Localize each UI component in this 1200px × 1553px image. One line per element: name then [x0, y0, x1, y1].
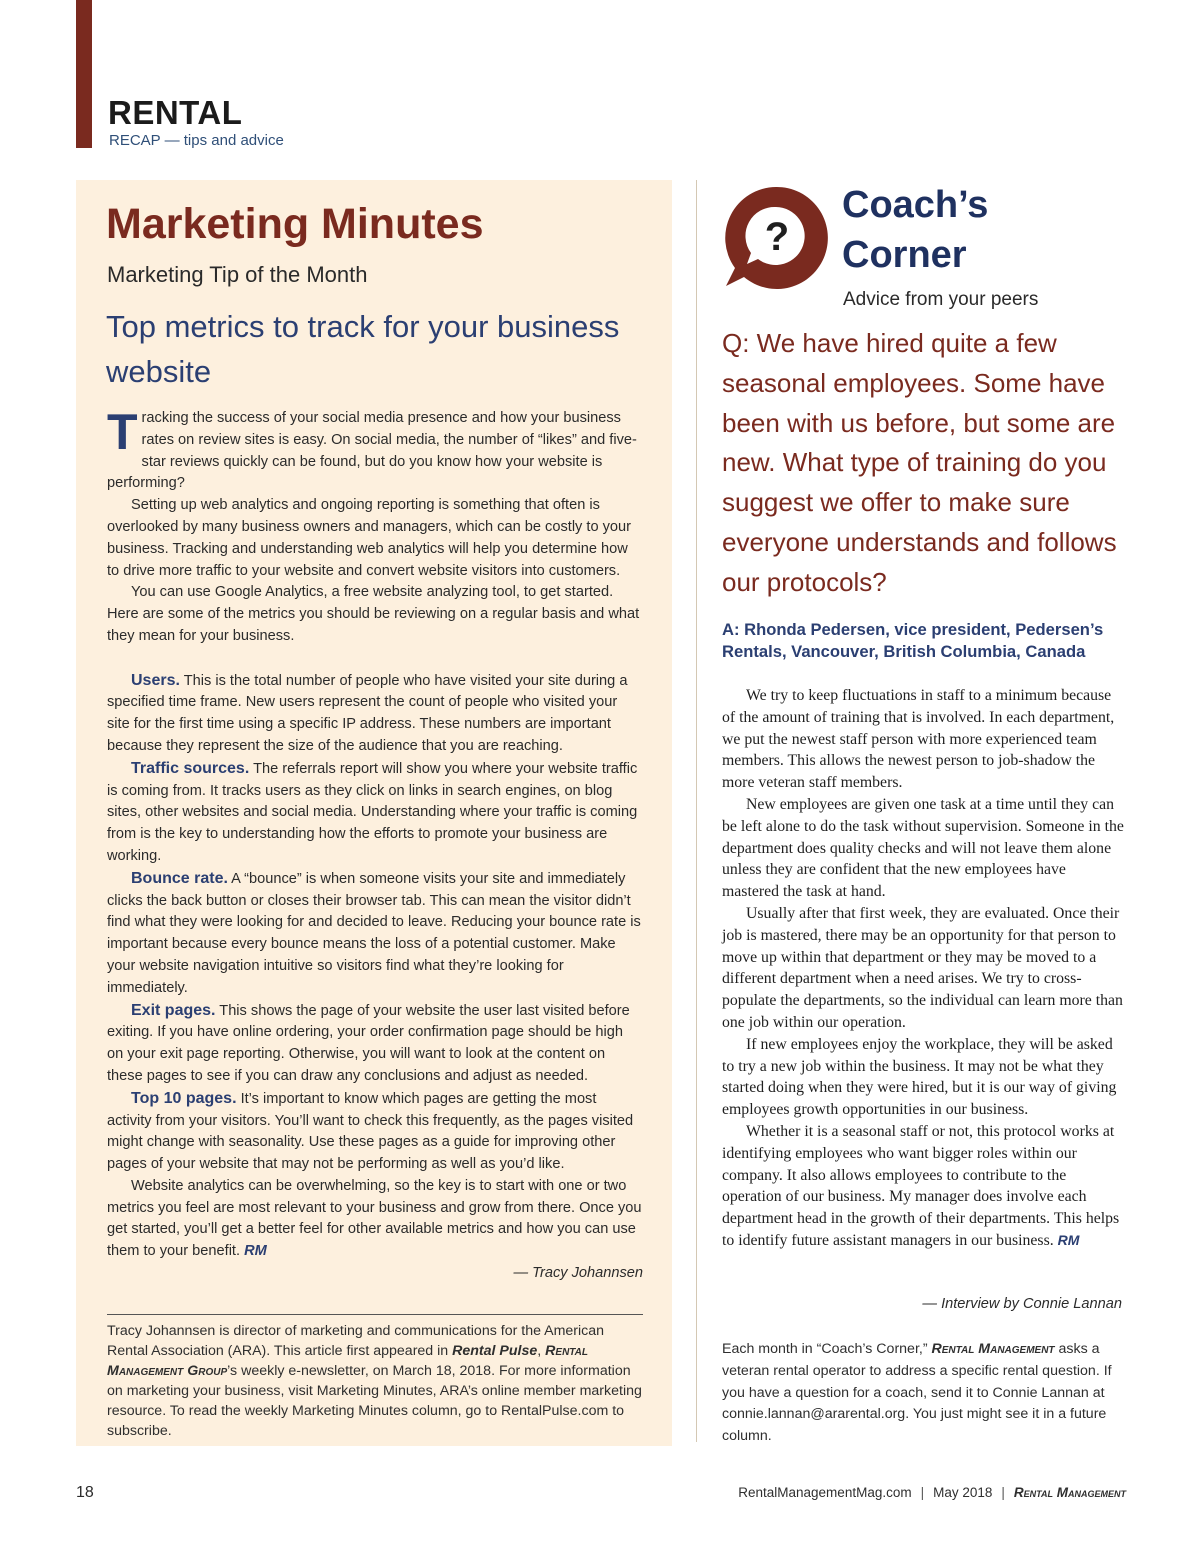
section-title: RENTAL	[108, 94, 243, 131]
answer-paragraph: If new employees enjoy the workplace, they will be asked to try a new job within the business. It may not be what they started doing when they were hired, but it is our way of giving employees growth opportunities in our business.	[722, 1035, 1117, 1119]
footer-separator: |	[1001, 1485, 1005, 1500]
page-number: 18	[76, 1484, 94, 1501]
footer-issue: May 2018	[933, 1485, 993, 1500]
footer-separator: |	[920, 1485, 925, 1500]
metric-traffic-sources	[107, 758, 643, 868]
coach-title-line1: Coach’s	[842, 184, 989, 226]
page-footer	[738, 1485, 1126, 1500]
metric-label: Exit pages.	[131, 1001, 216, 1019]
metric-text: This is the total number of people who have visited your site during a specified time frame. New users represent the count of people who visited your site for the first time using a specific IP address. These numbers are important because they represent the size of the audience that you are reaching.	[107, 672, 628, 754]
question-mark-glyph: ?	[764, 215, 790, 259]
bio-divider	[107, 1314, 643, 1315]
metric-text: It’s important to know which pages are getting the most activity from your visitors. You’ll want to check this frequently, as the pages visited might change with seasonality. Use these pages as a guide for improving other pages of your website that may not be performing as well as you’d like.	[107, 1090, 634, 1173]
author-bio	[107, 1321, 643, 1441]
marketing-subtitle: Marketing Tip of the Month	[107, 262, 368, 287]
metric-label: Bounce rate.	[131, 869, 228, 887]
marketing-minutes-panel	[76, 180, 672, 1446]
metric-exit-pages	[107, 1000, 643, 1088]
coach-question: Q: We have hired quite a few seasonal employees. Some have been with us before, but some are new. What type of training do you suggest we offer to make sure everyone understands and follows our protocols?	[722, 328, 1117, 597]
bio-text: Tracy Johannsen is director of marketing and communications for the American Rental Association (ARA). This article first appeared in	[107, 1323, 605, 1359]
coach-note	[722, 1339, 1122, 1448]
metric-label: Top 10 pages.	[131, 1089, 237, 1107]
intro-paragraph	[107, 404, 643, 495]
note-text-rest: asks a veteran rental operator to address a specific rental question. If you have a question for a coach, send it to Connie Lannan at connie.lannan@ararental.org. You just might see it in a future column.	[722, 1341, 1112, 1445]
coach-subtitle: Advice from your peers	[843, 289, 1039, 310]
metric-label: Users.	[131, 671, 180, 689]
metric-label: Traffic sources.	[131, 759, 250, 777]
answer-paragraph: New employees are given one task at a time until they can be left alone to do the task without supervision. Someone in the department does quality checks and will not leave them alone unless they are confident that the new employees have mastered the task at hand.	[722, 795, 1124, 901]
metric-bounce-rate	[107, 868, 643, 1000]
section-accent-bar	[76, 0, 92, 148]
body-paragraph: Setting up web analytics and ongoing reporting is something that often is overlooked by many business owners and managers, which can be costly to your business. Tracking and understanding web analytics will help you determine how to drive more traffic to your website and convert website visitors into customers.	[107, 497, 632, 579]
answer-attribution: A: Rhonda Pedersen, vice president, Pedersen’s Rentals, Vancouver, British Columbia, Canada	[722, 620, 1104, 661]
article-headline: Top metrics to track for your business website	[106, 309, 620, 389]
end-mark: RM	[1057, 1231, 1080, 1248]
end-mark: RM	[244, 1243, 267, 1260]
column-divider	[696, 180, 697, 1442]
article-body	[107, 404, 643, 1285]
intro-text: racking the success of your social media presence and how your business rates on review sites is easy. On social media, the number of “likes” and five-star reviews quickly can be found, but do you know how your website is performing?	[107, 410, 637, 492]
answer-paragraph: Usually after that first week, they are evaluated. Once their job is mastered, there may be an opportunity for that person to move up within that department or they may be moved to a different department when a need arises. We try to cross-populate the departments, so the individual can learn more than one job within our operation.	[722, 904, 1123, 1031]
bio-comma: ,	[537, 1343, 546, 1359]
metric-text: This shows the page of your website the user last visited before exiting. If you have online ordering, your order confirmation page should be high on your exit page reporting. Otherwise, you will want to look at the content on these pages to see if you can draw any conclusions and adjust as needed.	[107, 1002, 630, 1084]
metric-text: The referrals report will show you where your website traffic is coming from. It tracks users as they click on links in search engines, on blog sites, other websites and social media. Understanding where your traffic is coming from is the key to understanding how the efforts to promote your business are working.	[107, 760, 638, 864]
note-publication: Rental Management	[931, 1341, 1055, 1357]
drop-cap: T	[107, 404, 138, 460]
closing-text: Website analytics can be overwhelming, so the key is to start with one or two metrics you feel are most relevant to your business and grow from there. Once you get started, you’ll get a better feel for other available metrics and how you can use them to your benefit.	[107, 1177, 642, 1260]
bio-publication-group: Rental Management Group	[107, 1343, 589, 1379]
bio-publication: Rental Pulse	[452, 1343, 538, 1359]
footer-website: RentalManagementMag.com	[738, 1485, 912, 1500]
article-byline: — Tracy Johannsen	[513, 1265, 643, 1282]
note-text: Each month in “Coach’s Corner,”	[722, 1341, 932, 1357]
answer-paragraph: We try to keep fluctuations in staff to a minimum because of the amount of training that is involved. In each department, we put the newest staff person with more experienced team members. This allows the newest person to job-shadow the more veteran staff members.	[722, 687, 1115, 792]
metric-text: A “bounce” is when someone visits your site and immediately clicks the back button or closes their browser tab. This can mean the visitor didn’t find what they were looking for and decided to leave. Reducing your bounce rate is important because every bounce means the loss of a potential customer. Make your website navigation intuitive so visitors find what they’re looking for immediately.	[107, 870, 641, 996]
coach-answer	[722, 685, 1126, 1252]
bio-text-rest: ’s weekly e-newsletter, on March 18, 2018. For more information on marketing your business, visit Marketing Minutes, ARA’s online member marketing resource. To read the weekly Marketing Minutes column, go to RentalPulse.com to subscribe.	[107, 1363, 642, 1439]
answer-paragraph-last	[722, 1121, 1126, 1252]
coach-title	[842, 180, 988, 280]
answer-text: Whether it is a seasonal staff or not, this protocol works at identifying employees who want bigger roles within our company. It also allows employees to contribute to the operation of our business. My manager does involve each department head in the growth of their departments. This helps to identify future assistant managers in our business.	[722, 1122, 1120, 1249]
question-bubble-icon	[722, 184, 830, 290]
metric-top-10-pages	[107, 1088, 643, 1176]
coach-title-line2: Corner	[842, 234, 967, 276]
closing-paragraph	[107, 1176, 643, 1263]
section-subtitle: RECAP — tips and advice	[109, 132, 284, 149]
marketing-title: Marketing Minutes	[106, 200, 484, 248]
footer-publication: Rental Management	[1013, 1485, 1126, 1500]
body-paragraph: You can use Google Analytics, a free website analyzing tool, to get started. Here are some of the metrics you should be reviewing on a regular basis and what they mean for your business.	[107, 584, 640, 644]
interview-byline: — Interview by Connie Lannan	[922, 1296, 1122, 1312]
metric-users	[107, 670, 643, 758]
